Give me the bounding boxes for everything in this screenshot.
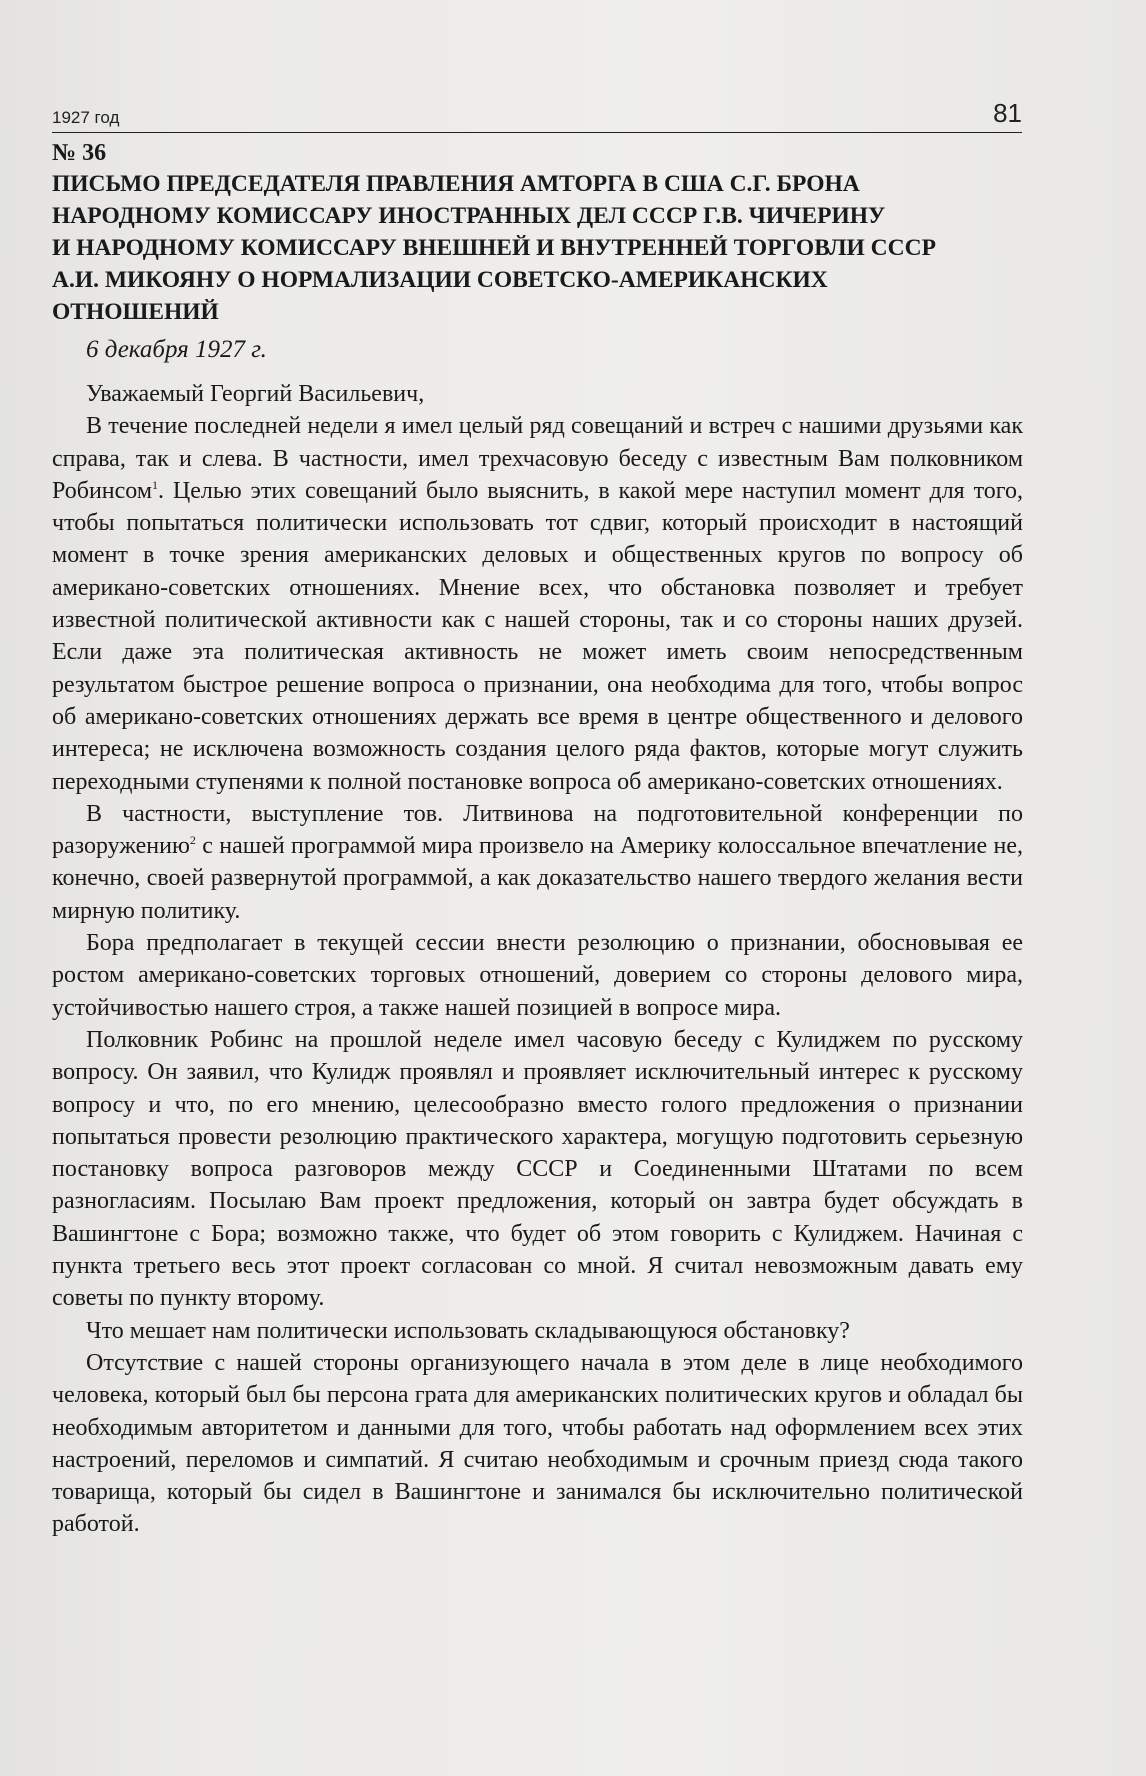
paragraph-1-part-b: . Целью этих совещаний было выяснить, в какой мере наступил момент для того, чтобы попытаться политически использовать тот сдвиг, который происходит в настоящий момент в точке зрения американских деловых и общественных кругов по вопросу об американо-советских отношениях. Мнение всех, что обстановка позволяет и требует известной политической активности как с нашей стороны, так и со стороны наших друзей. Если даже эта политическая активность не может иметь своим непосредственным результатом быстрое решение вопроса о признании, она необходима для того, чтобы вопрос об американо-советских отношениях держать все время в центре общественного и делового интереса; не исключена возможность создания целого ряда фактов, которые могут служить переходными ступенями к полной постановке вопроса об американо-советских отношениях. <box>52 477 1023 795</box>
paragraph-2-part-b: с нашей программой мира произвело на Америку колоссальное впечатление не, конечно, своей развернутой программой, а как доказательство нашего твердого желания вести мирную политику. <box>52 833 1023 924</box>
salutation: Уважаемый Георгий Васильевич, <box>86 381 425 407</box>
paragraph-1 <box>52 410 1023 798</box>
paragraph-5: Что мешает нам политически использовать складывающуюся обстановку? <box>86 1317 850 1344</box>
document-title <box>52 168 1002 328</box>
page-header <box>52 98 1022 133</box>
paragraph-2-part-a: В частности, выступление тов. Литвинова на подготовительной конференции по разоружению <box>52 800 1023 860</box>
footnote-marker-1: 1 <box>152 477 159 492</box>
paragraph-4: Полковник Робинс на прошлой неделе имел часовую беседу с Кулиджем по русскому вопросу. Он заявил, что Кулидж проявлял и проявляет исключительный интерес к русскому вопросу и что, по его мнению, целесообразно вместо голого предложения о признании попытаться провести резолюцию практического характера, могущую подготовить серьезную постановку вопроса разговоров между СССР и Соединенными Штатами по всем разногласиям. Посылаю Вам проект предложения, который он завтра будет обсуждать в Вашингтоне с Бора; возможно также, что будет об этом говорить с Кулиджем. Начиная с пункта третьего весь этот проект согласован со мной. Я считал невозможным давать ему советы по пункту второму. <box>52 1026 1023 1312</box>
title-line: ОТНОШЕНИЙ <box>52 299 219 325</box>
title-line: НАРОДНОМУ КОМИССАРУ ИНОСТРАННЫХ ДЕЛ СССР Г.В. ЧИЧЕРИНУ <box>52 203 886 229</box>
paragraph-2 <box>52 798 1023 927</box>
document-number: № 36 <box>52 140 107 166</box>
document-date: 6 декабря 1927 г. <box>86 336 267 363</box>
page-number: 81 <box>993 98 1022 128</box>
running-head: 1927 год <box>52 108 120 127</box>
letter-body <box>52 378 1023 1541</box>
footnote-marker-2: 2 <box>189 833 196 848</box>
title-line: И НАРОДНОМУ КОМИССАРУ ВНЕШНЕЙ И ВНУТРЕННЕЙ ТОРГОВЛИ СССР <box>52 235 936 261</box>
paragraph-1-part-a: В течение последней недели я имел целый ряд совещаний и встреч с нашими друзьями как справа, так и слева. В частности, имел трехчасовую беседу с известным Вам полковником Робинсом <box>52 413 1023 504</box>
title-line: А.И. МИКОЯНУ О НОРМАЛИЗАЦИИ СОВЕТСКО-АМЕРИКАНСКИХ <box>52 267 828 293</box>
title-line: ПИСЬМО ПРЕДСЕДАТЕЛЯ ПРАВЛЕНИЯ АМТОРГА В США С.Г. БРОНА <box>52 171 860 197</box>
paragraph-3: Бора предполагает в текущей сессии внести резолюцию о признании, обосновывая ее ростом американо-советских торговых отношений, доверием со стороны делового мира, устойчивостью нашего строя, а также нашей позицией в вопросе мира. <box>52 930 1023 1021</box>
paragraph-6: Отсутствие с нашей стороны организующего начала в этом деле в лице необходимого человека, который был бы персона грата для американских политических кругов и обладал бы необходимым авторитетом и данными для того, чтобы работать над оформлением всех этих настроений, переломов и симпатий. Я считаю необходимым и срочным приезд сюда такого товарища, который бы сидел в Вашингтоне и занимался бы исключительно политической работой. <box>52 1349 1023 1538</box>
